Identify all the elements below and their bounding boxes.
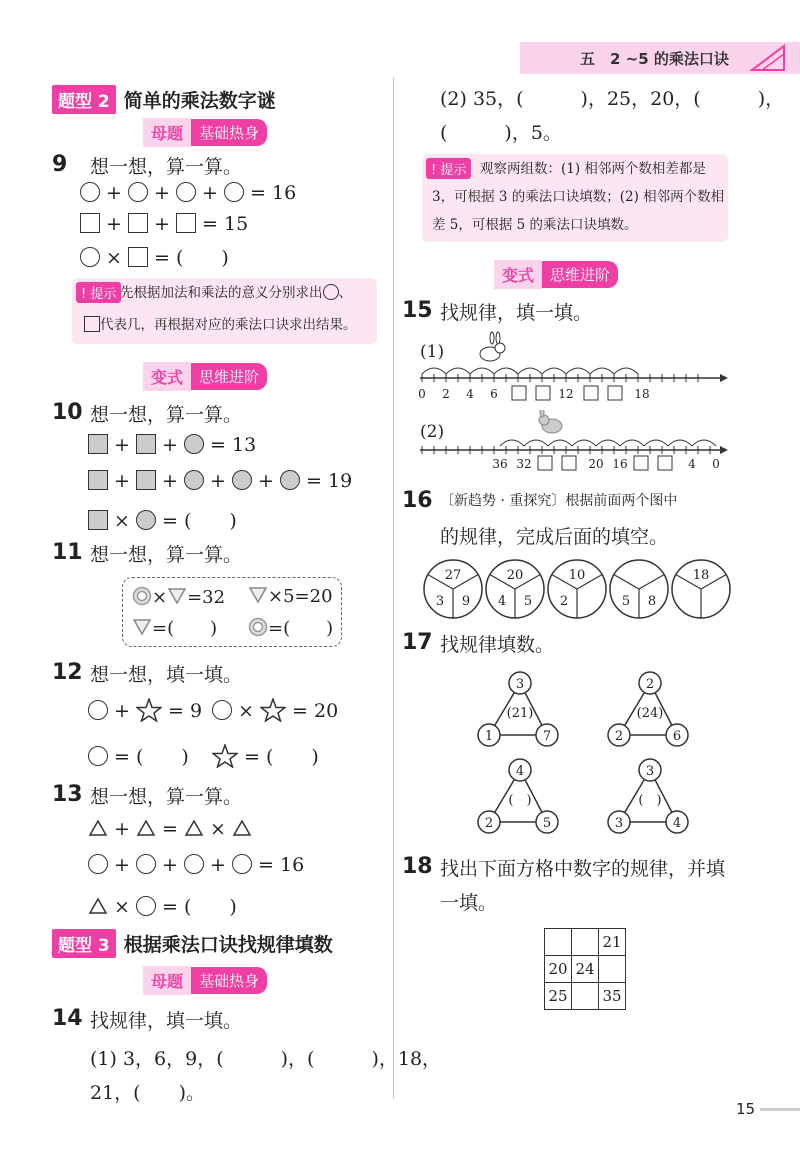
sub-label: 变式: [143, 362, 191, 391]
section-label: 题型 2: [52, 85, 116, 114]
answer-blank[interactable]: = ( ): [162, 510, 237, 532]
vertex-number: 2: [614, 729, 624, 744]
tick-label: 32: [516, 457, 532, 471]
circle-number: 18: [692, 568, 710, 583]
square-icon: [128, 213, 148, 233]
triangle-down-icon: [248, 586, 268, 604]
sub-label: 母题: [143, 966, 191, 995]
sub-label: 母题: [143, 118, 191, 147]
answer-blank[interactable]: = ( ): [162, 896, 237, 918]
center-value: ( ): [508, 793, 532, 808]
star-icon: [212, 744, 238, 768]
triangle-icon: [184, 819, 204, 837]
vertex-number: 3: [614, 816, 624, 831]
ruler-icon: [748, 44, 788, 72]
grid-cell: 35: [599, 983, 626, 1010]
q9-eq3: × = ( ): [80, 243, 229, 270]
double-circle-icon: [132, 586, 152, 606]
q12-eq3: [88, 742, 189, 769]
q16-number: 16: [402, 488, 433, 513]
tick-label: 6: [490, 387, 498, 401]
circle-icon: [224, 182, 244, 202]
q11-e3: [132, 614, 217, 640]
tick-label: 2: [442, 387, 450, 401]
triangle-icon: [88, 819, 108, 837]
gray-circle-icon: [232, 470, 252, 490]
number-line-2: [412, 410, 728, 476]
gray-square-icon: [88, 434, 108, 454]
eq-value: = 16: [250, 182, 297, 204]
circle-number: 5: [523, 594, 533, 609]
vertex-number: 2: [645, 677, 655, 692]
circle-icon: [184, 854, 204, 874]
chapter-header: [520, 42, 800, 74]
circle-icon: [136, 854, 156, 874]
gray-square-icon: [136, 434, 156, 454]
center-value: ( ): [638, 793, 662, 808]
circle-icon: [212, 700, 232, 720]
answer-blank[interactable]: = ( ): [154, 247, 229, 269]
square-icon: [176, 213, 196, 233]
q12-eq1: + = 9: [88, 698, 202, 722]
vertex-number: 4: [672, 816, 682, 831]
q11-text: 想一想，算一算。: [90, 544, 243, 566]
circle-icon: [88, 854, 108, 874]
vertex-number: 5: [542, 816, 552, 831]
double-circle-icon: [248, 617, 268, 637]
sub-title: 基础热身: [191, 967, 267, 994]
grid-cell[interactable]: [545, 929, 572, 956]
vertex-number: 6: [672, 729, 682, 744]
eq-value: = 15: [202, 213, 249, 235]
rabbit-icon-gray: [539, 410, 562, 433]
answer-blank[interactable]: =( ): [268, 618, 334, 639]
tick-label: 0: [418, 387, 426, 401]
chapter-title: 五 2 ~5 的乘法口诀: [580, 50, 729, 68]
q12-text: 想一想，填一填。: [90, 664, 243, 686]
subsection-mu2: [143, 966, 267, 995]
rabbit-icon: [480, 332, 505, 361]
gray-square-icon: [88, 510, 108, 530]
center-value: (24): [636, 706, 664, 721]
page-number: 15: [736, 1100, 756, 1118]
circle-number: 4: [497, 594, 507, 609]
tip-box-1: [72, 278, 377, 344]
star-icon: [260, 698, 286, 722]
tick-label: 4: [688, 457, 696, 471]
circle-number: 2: [559, 594, 569, 609]
circle-number: 10: [568, 568, 586, 583]
square-icon: [80, 213, 100, 233]
footer-rule: [760, 1108, 800, 1111]
q11-e4: [248, 614, 333, 640]
center-value: (21): [506, 706, 534, 721]
tip-label: ! 提示: [426, 158, 471, 179]
tip-line: 先根据加法和乘法的意义分别求出 、: [120, 285, 352, 301]
q10-number: 10: [52, 400, 83, 425]
gray-circle-icon: [184, 470, 204, 490]
tick-label: 36: [492, 457, 508, 471]
triangle-icon: [232, 819, 252, 837]
q11-number: 11: [52, 540, 83, 565]
circle-icon: [323, 284, 339, 300]
grid-cell[interactable]: [599, 956, 626, 983]
q13-eq1: + = ×: [88, 818, 252, 840]
circle-icon: [232, 854, 252, 874]
vertex-number: 2: [484, 816, 494, 831]
answer-blank[interactable]: = ( ): [114, 746, 189, 768]
q12-number: 12: [52, 660, 83, 685]
q9-text: 想一想，算一算。: [90, 156, 243, 178]
gray-square-icon: [88, 470, 108, 490]
circle-number: 5: [621, 594, 631, 609]
q10-text: 想一想，算一算。: [90, 404, 243, 426]
q14-line1[interactable]: (1) 3，6，9，( )，( )，18，: [90, 1048, 442, 1070]
gray-circle-icon: [136, 510, 156, 530]
sub-title: 基础热身: [191, 119, 267, 146]
sub-title: 思维进阶: [191, 363, 267, 390]
number-line-1: [412, 330, 728, 406]
q16-text1: 〔新趋势 · 重探究〕根据前面两个图中: [440, 493, 678, 509]
circle-icon: [128, 182, 148, 202]
star-icon: [136, 698, 162, 722]
q17-number: 17: [402, 630, 433, 655]
q13-text: 想一想，算一算。: [90, 786, 243, 808]
gray-circle-icon: [280, 470, 300, 490]
circle-number: 27: [444, 568, 462, 583]
vertex-number: 3: [645, 764, 655, 779]
gray-square-icon: [136, 470, 156, 490]
subsection-bs2: [494, 260, 618, 289]
square-icon: [128, 247, 148, 267]
circle-number: 20: [506, 568, 524, 583]
gray-circle-icon: [184, 434, 204, 454]
tip-line: 观察两组数：(1) 相邻两个数相差都是: [480, 161, 706, 177]
triangle-icon: [136, 819, 156, 837]
q15-p1: (1): [420, 342, 445, 362]
circle-icon: [80, 182, 100, 202]
section-type2: [52, 84, 276, 114]
q18-grid: [544, 928, 626, 1010]
subsection-mu1: [143, 118, 267, 147]
grid-cell: 20: [545, 956, 572, 983]
grid-cell: 24: [572, 956, 599, 983]
column-divider: [393, 78, 394, 1098]
tip-label: ! 提示: [76, 282, 121, 303]
vertex-number: 3: [515, 677, 525, 692]
circle-number: 8: [647, 594, 657, 609]
q13-eq2: + + + = 16: [88, 854, 304, 876]
triangle-down-icon: [167, 587, 187, 605]
answer-blank[interactable]: = ( ): [244, 746, 319, 768]
answer-blank[interactable]: =( ): [152, 618, 218, 639]
subsection-bs1: [143, 362, 267, 391]
q10-eq1: + + = 13: [88, 434, 256, 456]
sub-label: 变式: [494, 260, 542, 289]
tick-label: 0: [712, 457, 720, 471]
q9-eq2: + + = 15: [80, 213, 248, 235]
tip-line: 差 5，可根据 5 的乘法口诀填数。: [432, 217, 638, 233]
vertex-number: 1: [484, 729, 494, 744]
q15-text: 找规律，填一填。: [440, 302, 593, 324]
section-title: 简单的乘法数字谜: [123, 89, 276, 112]
q18-text1: 找出下面方格中数字的规律，并填: [440, 858, 726, 880]
q18-number: 18: [402, 854, 433, 879]
q11-e2: ×5=20: [248, 586, 333, 607]
q17-triangles: [470, 665, 710, 845]
q12-eq4: [212, 742, 319, 769]
q13-eq3: × = ( ): [88, 892, 237, 919]
q9-number: 9: [52, 152, 68, 177]
grid-cell[interactable]: [572, 929, 599, 956]
tick-label: 18: [634, 387, 650, 401]
square-icon: [84, 316, 100, 332]
section-type3: [52, 928, 333, 958]
section-title: 根据乘法口诀找规律填数: [123, 933, 333, 956]
q15-p2: (2): [420, 422, 445, 442]
triangle-down-icon: [132, 618, 152, 636]
q11-e1: × =32: [132, 586, 225, 608]
vertex-number: 4: [515, 764, 525, 779]
q18-text2: 一填。: [440, 892, 498, 914]
triangle-icon: [88, 897, 108, 915]
sub-title: 思维进阶: [542, 261, 618, 288]
q12-eq2: × = 20: [212, 698, 338, 722]
q10-eq3: × = ( ): [88, 506, 237, 533]
circle-icon: [88, 746, 108, 766]
circle-icon: [80, 247, 100, 267]
tick-label: 20: [588, 457, 604, 471]
vertex-number: 7: [542, 729, 552, 744]
tip-line: 3，可根据 3 的乘法口诀填数；(2) 相邻两个数相: [432, 189, 725, 205]
section-label: 题型 3: [52, 929, 116, 958]
tip-box-2: [422, 154, 728, 242]
q14-line3[interactable]: (2) 35，( )，25，20，( )，: [440, 88, 785, 110]
q14-number: 14: [52, 1006, 83, 1031]
q15-number: 15: [402, 298, 433, 323]
circle-number: 9: [461, 594, 471, 609]
circle-icon: [136, 896, 156, 916]
q13-number: 13: [52, 782, 83, 807]
tick-label: 4: [466, 387, 474, 401]
q16-circles: [420, 556, 750, 622]
circle-icon: [88, 700, 108, 720]
grid-cell: 21: [599, 929, 626, 956]
grid-cell: 25: [545, 983, 572, 1010]
q14-line2[interactable]: 21，( )。: [90, 1082, 206, 1104]
tick-label: 16: [612, 457, 628, 471]
tick-label: 12: [558, 387, 574, 401]
tip-line: 代表几，再根据对应的乘法口诀求出结果。: [84, 310, 357, 340]
q10-eq2: + + + + = 19: [88, 470, 352, 492]
circle-icon: [176, 182, 196, 202]
q17-text: 找规律填数。: [440, 634, 555, 656]
circle-number: 3: [435, 594, 445, 609]
q16-text2: 的规律，完成后面的填空。: [440, 526, 669, 548]
grid-cell[interactable]: [572, 983, 599, 1010]
q14-line4[interactable]: ( )，5。: [440, 122, 562, 144]
q9-eq1: + + + = 16: [80, 182, 296, 204]
q14-text: 找规律，填一填。: [90, 1010, 243, 1032]
